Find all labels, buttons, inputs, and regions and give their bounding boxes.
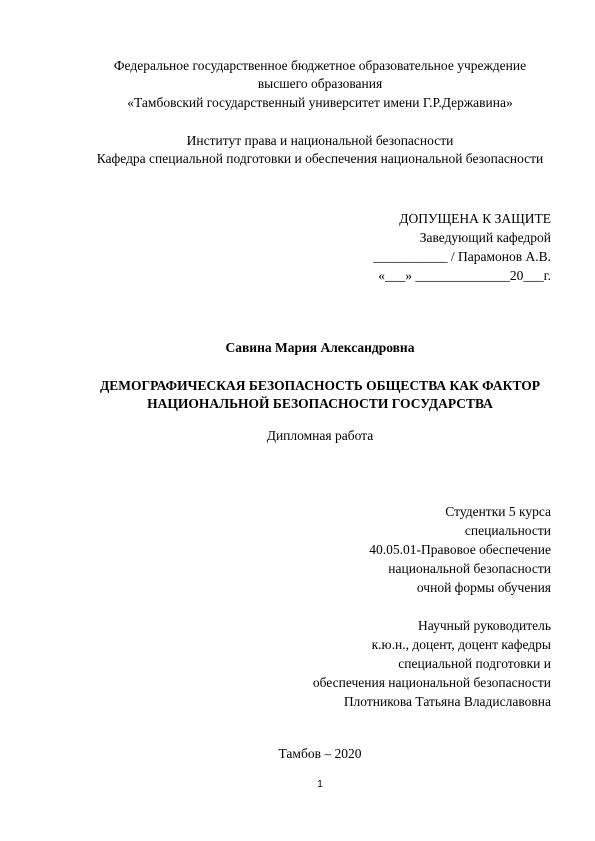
student-specialty-name: национальной безопасности <box>388 561 551 576</box>
approval-heading: ДОПУЩЕНА К ЗАЩИТЕ <box>399 211 551 226</box>
city-year: Тамбов – 2020 <box>278 746 362 761</box>
supervisor-name: Плотникова Татьяна Владиславовна <box>343 694 551 709</box>
author-name: Савина Мария Александровна <box>225 340 415 355</box>
student-course: Студентки 5 курса <box>445 504 551 519</box>
supervisor-department-1: специальной подготовки и <box>398 656 551 671</box>
institution-line-3: «Тамбовский государственный университет имени Г.Р.Державина» <box>127 95 513 110</box>
page-number: 1 <box>317 779 323 790</box>
institute-name: Институт права и национальной безопасности <box>186 133 454 148</box>
institution-line-1: Федеральное государственное бюджетное образовательное учреждение <box>113 58 527 73</box>
approval-signature-line: ___________ / Парамонов А.В. <box>373 249 551 264</box>
work-type: Дипломная работа <box>266 428 374 443</box>
student-specialty-label: специальности <box>464 523 551 538</box>
approval-head-of-department: Заведующий кафедрой <box>419 230 551 245</box>
supervisor-department-2: обеспечения национальной безопасности <box>312 675 551 690</box>
student-specialty-code: 40.05.01-Правовое обеспечение <box>369 542 551 557</box>
student-study-form: очной формы обучения <box>416 580 551 595</box>
thesis-title-line-1: ДЕМОГРАФИЧЕСКАЯ БЕЗОПАСНОСТЬ ОБЩЕСТВА КАК ФАКТОР <box>99 378 541 393</box>
supervisor-heading: Научный руководитель <box>418 618 551 633</box>
institution-line-2: высшего образования <box>257 76 383 91</box>
supervisor-degree: к.ю.н., доцент, доцент кафедры <box>371 637 551 652</box>
thesis-title-line-2: НАЦИОНАЛЬНОЙ БЕЗОПАСНОСТИ ГОСУДАРСТВА <box>147 396 493 411</box>
approval-date-line: «___» ______________20___г. <box>378 268 551 283</box>
department-name: Кафедра специальной подготовки и обеспечения национальной безопасности <box>96 151 544 166</box>
